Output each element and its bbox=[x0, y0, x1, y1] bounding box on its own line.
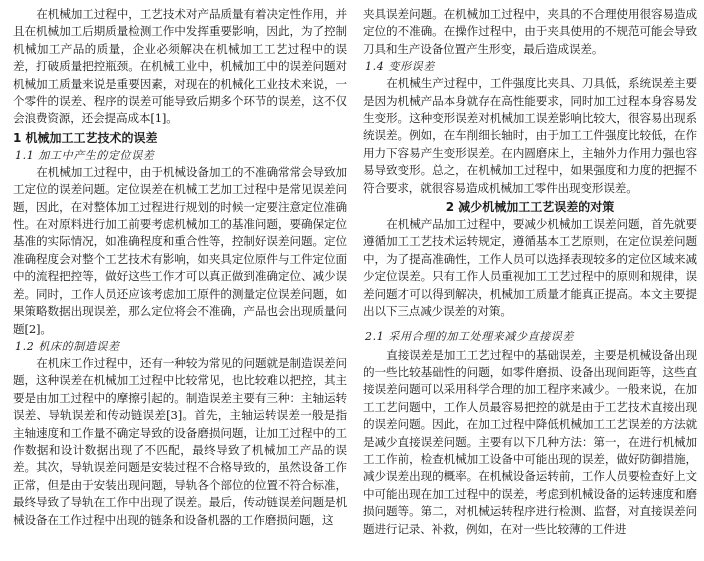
body-paragraph: 夹具误差问题。在机械加工过程中，夹具的不合理使用很容易造成定位的不准确。在操作过程中，由于夹具使用的不规范可能会导致刀具和生产设备位置产生形变，最后造成误差。 bbox=[363, 7, 697, 56]
body-paragraph: 在机械加工过程中，工艺技术对产品质量有着决定性作用，并且在机械加工后期质量检测工作中发挥重要影响，因此，为了控制机械加工产品的质量，企业必须解决在机械加工工艺过程中的误差，打破质量把控瓶颈。在机械工业中，机械加工中的误差问题对机械加工质量来说是重要因素，对现在的机械化工业技术来说，一个零件的误差、程序的误差可能导致后期多个环节的误差，这不仅会浪费资源，还会提高成本[1]。 bbox=[13, 7, 347, 126]
subsection-heading: 1.4 变形误差 bbox=[365, 60, 435, 74]
body-paragraph: 在机械产品加工过程中，要减少机械加工误差问题，首先就要遵循加工工艺技术运转规定，遵循基本工艺原则，在定位误差问题中，为了提高准确性，工作人员可以选择表现较多的定位区域来减少定位误差。只有工作人员重视加工工艺过程中的原则和规律，误差问题才可以得到解决，机械加工质量才能真正提高。本文主要提出以下三点减少误差的对策。 bbox=[363, 217, 697, 319]
subsection-heading: 2.1 采用合理的加工处理来减少直接误差 bbox=[365, 329, 574, 343]
body-paragraph: 在机床工作过程中，还有一种较为常见的问题就是制造误差问题，这种误差在机械加工过程中比较常见，也比较难以把控，其主要是由加工过程中的摩擦引起的。制造误差主要有三种：主轴运转误差、导轨误差和传动链误差[3]。首先，主轴运转误差一般是指主轴速度和工作量不确定导致的设备磨损问题，让加工过程中的工作数据和设计数据出现了不匹配，最终导致了机械加工产品的误差。其次，导轨误差问题是安装过程不合格导致的，虽然设备工作正常，但是由于安装出现问题，导轨各个部位的位置不符合标准，最终导致了导轨在工作中出现了误差。最后，传动链误差问题是机械设备在工作过程中出现的链条和设备机器的工作磨损问题，这 bbox=[13, 355, 347, 527]
body-paragraph: 在机械加工过程中，由于机械设备加工的不准确常常会导致加工定位的误差问题。定位误差在机械工艺加工过程中是常见误差问题，因此，在对整体加工过程进行规划的时候一定要注意定位准确性。在对原料进行加工前要考虑机械加工的基准问题，要确保定位基准的实际情况，如准确程度和重合性等，控制好误差问题。定位准确程度会对整个工艺技术有影响，如夹具定位原件与工件定位面中的流程把控等，做好这些工作才可以真正做到准确定位、减少误差。同时，工作人员还应该考虑加工原件的测量定位误差问题，如果策略数据出现误差，那么定位将会不准确，产品也会出现质量问题[2]。 bbox=[13, 164, 347, 336]
section-heading: 1 机械加工工艺技术的误差 bbox=[13, 130, 158, 145]
subsection-heading: 1.1 加工中产生的定位误差 bbox=[15, 148, 155, 162]
body-paragraph: 直接误差是加工工艺过程中的基础误差，主要是机械设备出现的一些比较基础性的问题，如零件磨损、设备出现间距等，这些直接误差问题可以采用科学合理的加工程序来减少。一般来说，在加工工艺问题中，工作人员最容易把控的就是由于工艺技术直接出现的误差问题。因此，在加工过程中降低机械加工工艺误差的方法就是减少直接误差问题。主要有以下几种方法：第一，在进行机械加工工作前，检查机械加工设备中可能出现的误差，做好防御措施，减少误差出现的概率。在机械设备运转前，工作人员要检查好上文中可能出现在加工过程中的误差，考虑到机械设备的运转速度和磨损问题等。第二，对机械运转程序进行检测、监督，对直接误差问题进行记录、补救，例如，在对一些比较薄的工件进 bbox=[363, 347, 697, 536]
right-column bbox=[363, 6, 697, 538]
body-paragraph: 在机械生产过程中，工件强度比夹具、刀具低，系统误差主要是因为机械产品本身就存在高性能要求，同时加工过程本身容易发生变形。这种变形误差对机械加工误差影响比较大，很容易出现系统误差。例如，在车削细长轴时，由于加工工件强度比较低，在作用力下容易产生变形误差。在内圆磨床上，主轴外力作用力强也容易导致变形。总之，在机械加工过程中，如果强度和力度的把握不符合要求，就很容易造成机械加工零件出现变形误差。 bbox=[363, 76, 697, 195]
subsection-heading: 1.2 机床的制造误差 bbox=[15, 339, 120, 353]
section-heading: 2 减少机械加工工艺误差的对策 bbox=[445, 200, 615, 215]
left-column bbox=[13, 6, 347, 529]
